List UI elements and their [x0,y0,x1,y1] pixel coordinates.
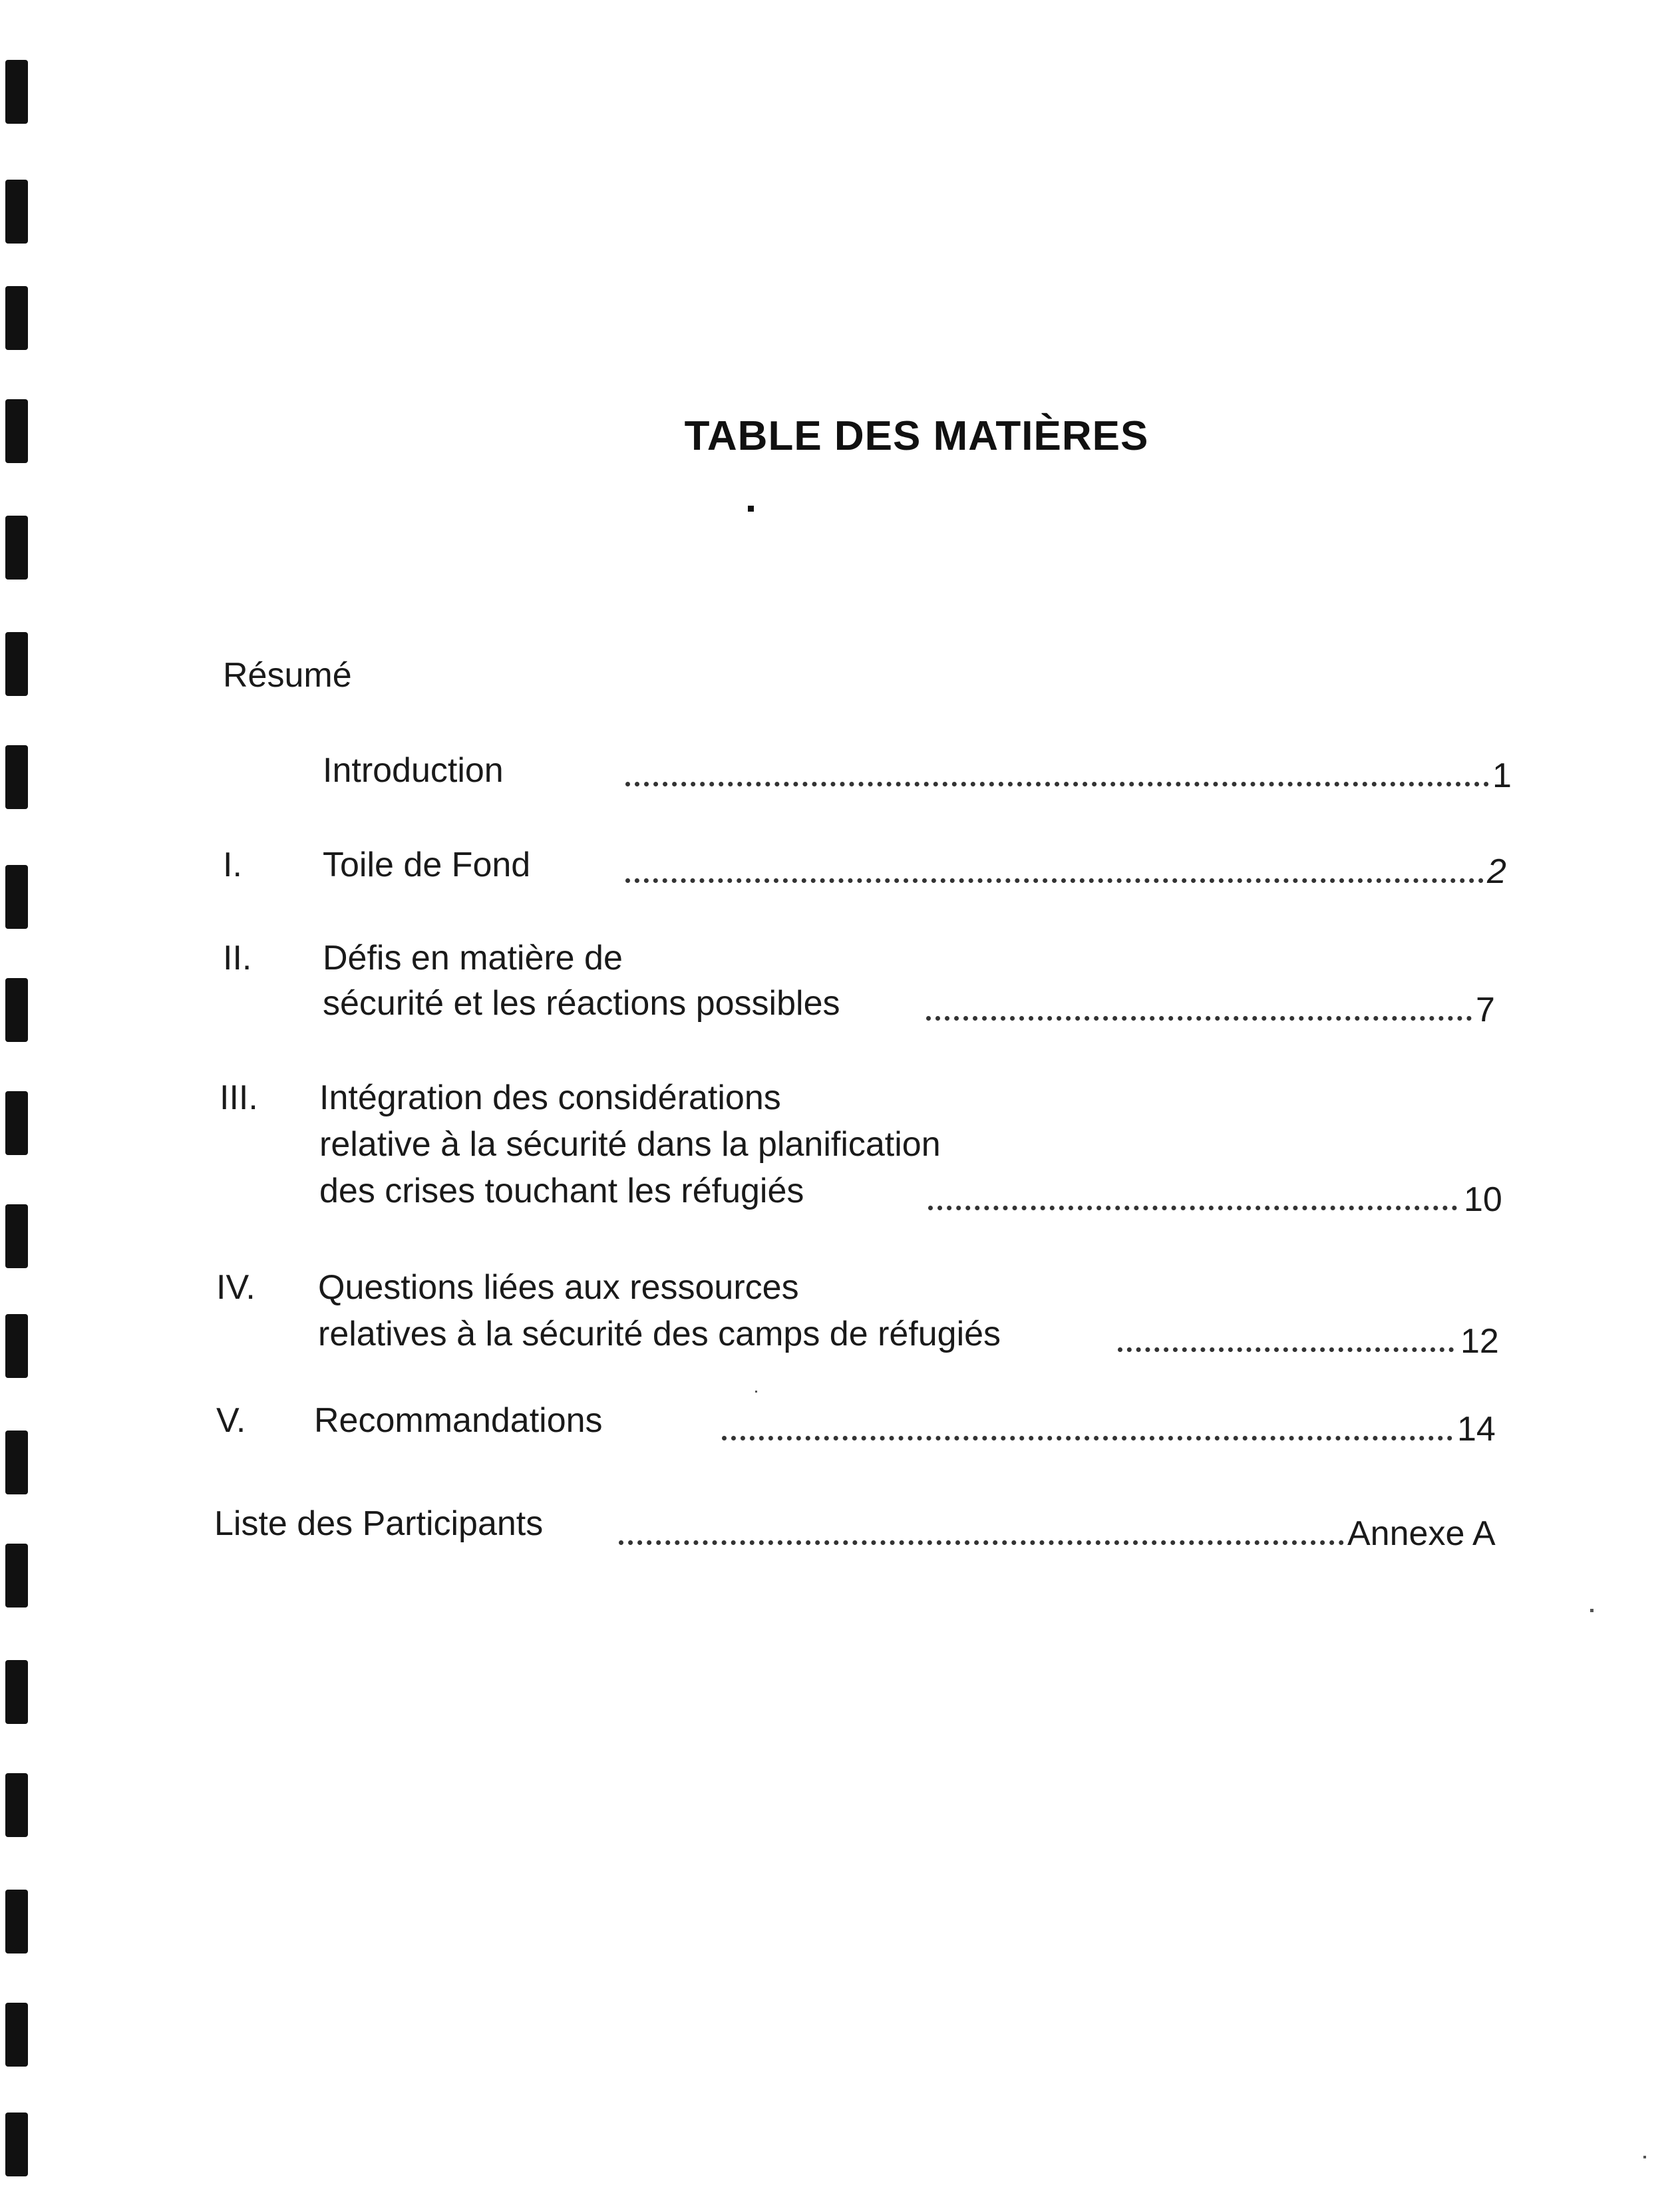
toc-section5-numeral: V. [216,1401,246,1440]
toc-section1-numeral: I. [223,846,242,884]
toc-leader [1118,1347,1454,1352]
binder-mark [5,2003,28,2067]
binder-mark [5,180,28,244]
binder-mark [5,1773,28,1837]
toc-introduction-label: Introduction [323,751,504,790]
binder-mark [5,2113,28,2176]
toc-section3-line2: relative à la sécurité dans la planification [319,1125,941,1164]
toc-participants-label: Liste des Participants [214,1504,544,1543]
toc-leader [625,878,1484,883]
title-dot [748,506,754,512]
toc-section2-numeral: II. [223,939,252,977]
toc-section4-line2: relatives à la sécurité des camps de réfugiés [318,1315,1001,1353]
toc-section4-numeral: IV. [216,1268,255,1307]
binder-mark [5,1431,28,1494]
binder-mark [5,745,28,809]
toc-leader [926,1016,1472,1021]
binder-mark [5,978,28,1042]
scan-speck [755,1391,757,1393]
binder-mark [5,1890,28,1953]
toc-section3-numeral: III. [220,1079,258,1117]
toc-participants-page: Annexe A [1347,1514,1496,1553]
toc-section3-line3: des crises touchant les réfugiés [319,1172,804,1210]
binder-mark [5,1091,28,1155]
binder-mark [5,1314,28,1378]
toc-leader [619,1540,1344,1545]
toc-section1-page: 2 [1487,852,1506,891]
toc-section4-page: 12 [1460,1322,1499,1361]
toc-leader [722,1436,1452,1440]
binder-mark [5,1204,28,1268]
toc-leader [625,782,1489,786]
page-title: TABLE DES MATIÈRES [684,413,1149,459]
summary-heading: Résumé [223,656,352,695]
binder-mark [5,60,28,124]
toc-section3-page: 10 [1464,1180,1502,1219]
scan-speck [1643,2156,1646,2158]
toc-section2-line2: sécurité et les réactions possibles [323,984,840,1023]
toc-introduction-page: 1 [1492,757,1512,795]
binder-mark [5,516,28,580]
binder-mark [5,632,28,696]
toc-leader [928,1206,1457,1210]
binder-mark [5,286,28,350]
toc-section2-page: 7 [1476,991,1495,1029]
toc-section3-line1: Intégration des considérations [319,1079,781,1117]
toc-section1-label: Toile de Fond [323,846,531,884]
binder-mark [5,865,28,929]
binder-mark [5,1660,28,1724]
toc-section5-page: 14 [1457,1410,1496,1448]
binder-mark [5,1544,28,1608]
scan-speck [1590,1609,1594,1612]
toc-section4-line1: Questions liées aux ressources [318,1268,799,1307]
toc-section2-line1: Défis en matière de [323,939,623,977]
toc-section5-label: Recommandations [314,1401,603,1440]
